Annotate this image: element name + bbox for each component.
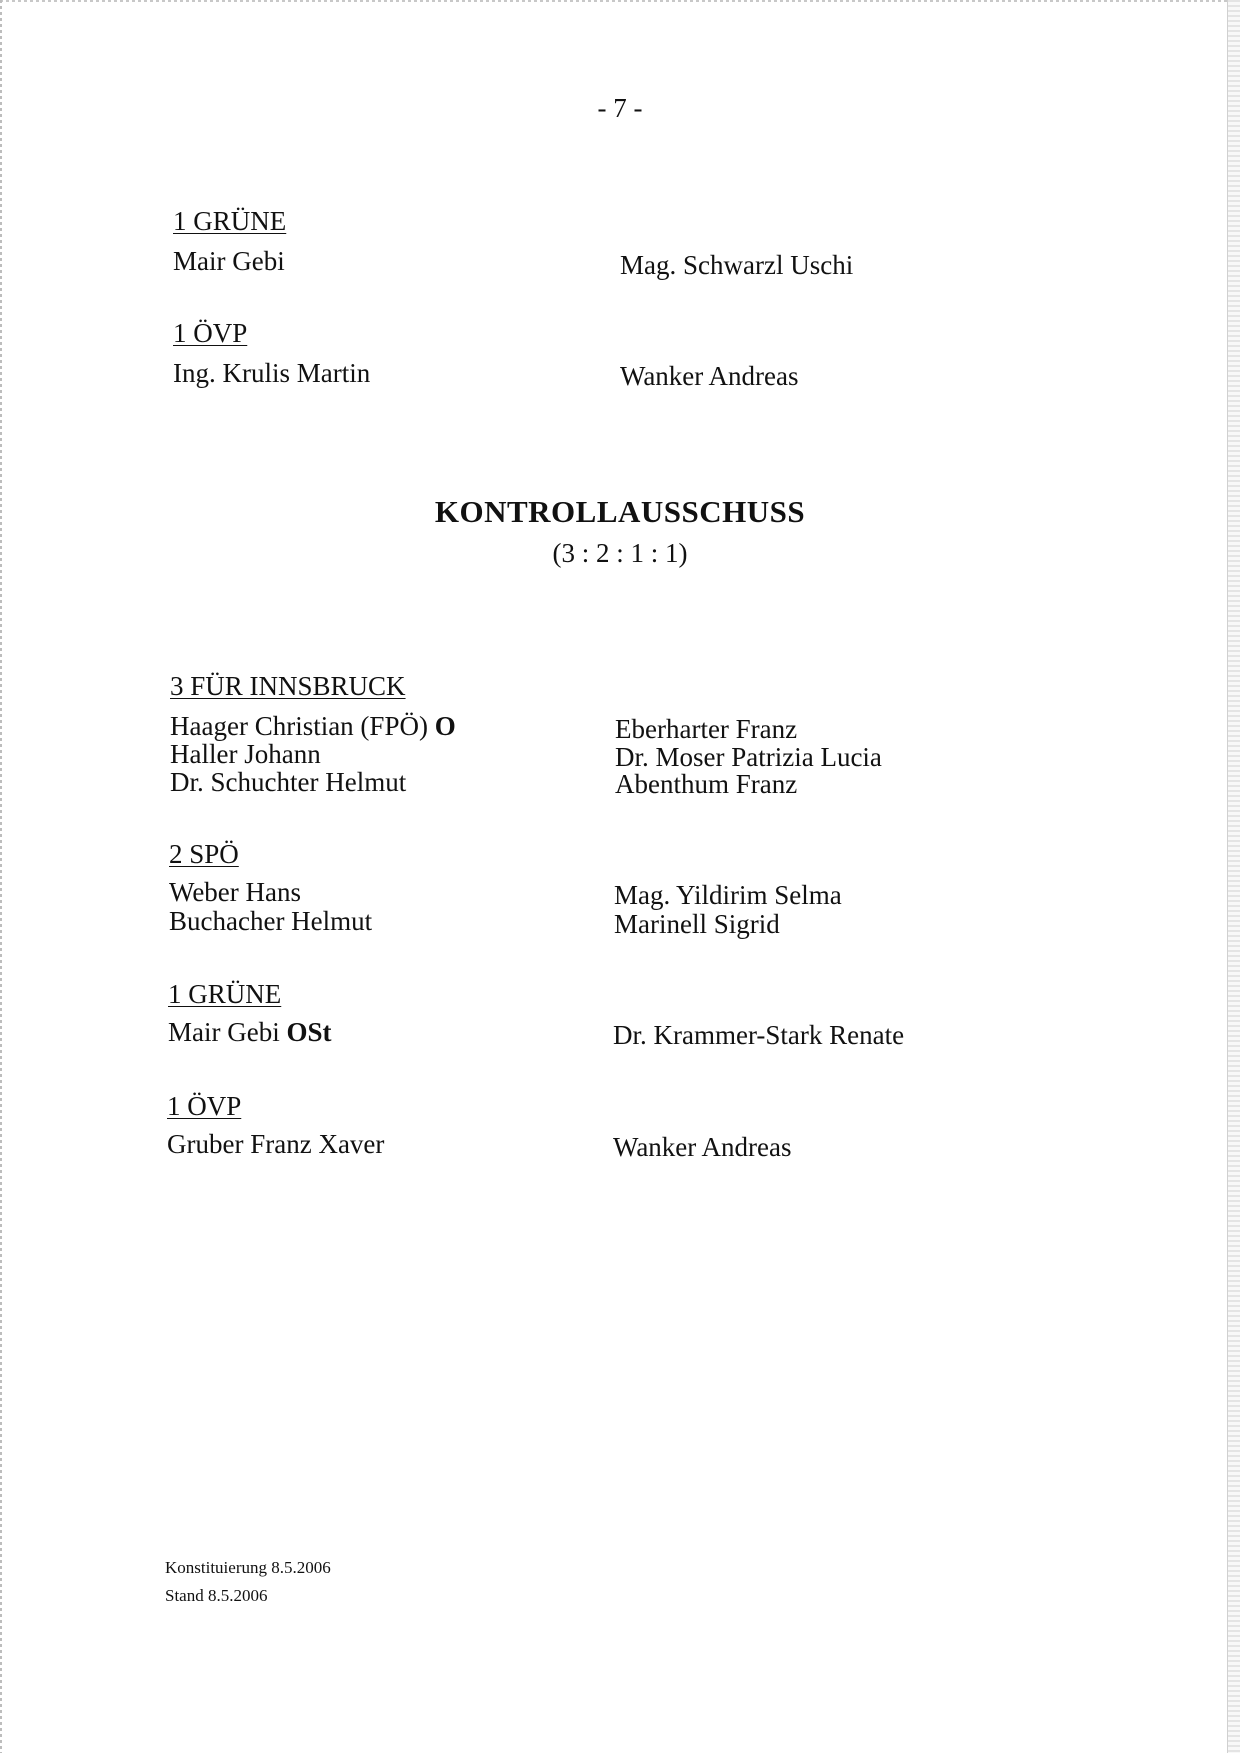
party-heading-fuer-innsbruck: 3 FÜR INNSBRUCK	[170, 671, 406, 701]
member-name: Dr. Schuchter Helmut	[170, 767, 407, 797]
member-name: Ing. Krulis Martin	[173, 358, 371, 388]
member-name: Buchacher Helmut	[169, 906, 373, 936]
member-name-text: Mair Gebi	[168, 1017, 280, 1047]
committee-title: KONTROLLAUSSCHUSS	[434, 494, 806, 529]
party-heading-oevp: 1 ÖVP	[173, 318, 248, 348]
substitute-name: Mag. Schwarzl Uschi	[620, 250, 854, 280]
substitute-name: Marinell Sigrid	[614, 909, 780, 939]
committee-ratio: (3 : 2 : 1 : 1)	[552, 538, 688, 568]
footer-status-date: Stand 8.5.2006	[165, 1586, 268, 1605]
substitute-name: Dr. Moser Patrizia Lucia	[615, 742, 882, 772]
substitute-name: Mag. Yildirim Selma	[614, 880, 842, 910]
substitute-name: Wanker Andreas	[620, 361, 799, 391]
member-name: Gruber Franz Xaver	[167, 1129, 385, 1159]
member-name: Haller Johann	[170, 739, 321, 769]
substitute-name: Wanker Andreas	[613, 1132, 792, 1162]
party-heading-oevp: 1 ÖVP	[167, 1091, 242, 1121]
member-role-mark: O	[434, 711, 456, 741]
member-name: Weber Hans	[169, 877, 302, 907]
scan-edge-top	[0, 0, 1240, 2]
party-heading-spoe: 2 SPÖ	[169, 839, 239, 869]
scan-edge-right	[1227, 0, 1240, 1753]
scan-edge-left	[0, 0, 2, 1753]
member-name-text: Haager Christian (FPÖ)	[170, 711, 428, 741]
party-heading-gruene: 1 GRÜNE	[168, 979, 282, 1009]
substitute-name: Abenthum Franz	[615, 769, 798, 799]
member-role-mark: OSt	[286, 1017, 332, 1047]
substitute-name: Dr. Krammer-Stark Renate	[613, 1020, 905, 1050]
page-number: - 7 -	[597, 93, 643, 123]
substitute-name: Eberharter Franz	[615, 714, 798, 744]
party-heading-gruene: 1 GRÜNE	[173, 206, 287, 236]
member-name	[168, 1019, 331, 1046]
member-name	[170, 713, 456, 740]
member-name: Mair Gebi	[173, 246, 285, 276]
footer-constitution-date: Konstituierung 8.5.2006	[165, 1558, 331, 1577]
